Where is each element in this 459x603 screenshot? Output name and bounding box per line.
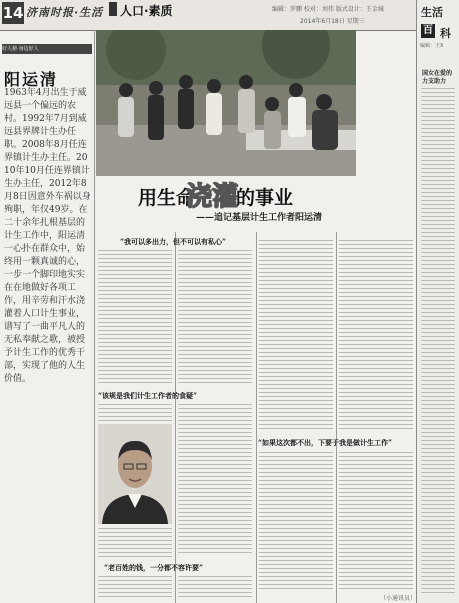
sidebar-hundred-badge: 百 xyxy=(423,25,433,36)
sidebar-ke: 科 xyxy=(440,27,451,40)
body-text xyxy=(259,240,333,432)
issue-date: 2014年6月18日 星期三 xyxy=(300,18,365,25)
body-text xyxy=(178,404,252,556)
body-text xyxy=(98,576,172,600)
editors-credit: 编辑：罗鹏 校对：刘伟 版式设计：王金城 xyxy=(272,6,384,13)
column-divider xyxy=(175,232,176,603)
body-text xyxy=(98,250,172,386)
sidebar-title: 生活 xyxy=(421,6,443,19)
body-text xyxy=(178,576,252,600)
page-number: 14 xyxy=(2,4,24,22)
section-tag: 好人榜·身边好人 xyxy=(2,44,92,54)
paper-name: 济南时报·生活 xyxy=(26,6,104,19)
subhead-2: “该规是我们计生工作者的食疑” xyxy=(98,391,198,400)
body-text xyxy=(98,404,172,424)
sidebar-article-title-2: 力支助力 xyxy=(422,78,447,85)
subhead-3: “老百姓的钱，一分都不容许要” xyxy=(104,563,204,572)
profile-bio: 1963年4月出生于威远县一个偏远的农村。1992年7月到威远县界牌计生办任职。2008年8月任连界镇计生办主任。2010年10月任连界镇计生办主任，2012年8月8日因意外车祸以身殉职，年仅49岁。在二十余年扎根基层的计生工作中，阳运清一心扑在群众中，始终用一颗真诚的心，一步一个脚印地实实在在地做好各项工作，用辛劳和汗水浇灌着人口计生事业，谱写了一曲平凡人的无私奉献之歌，被授予计生工作的优秀干部，实现了他的人生价值。 xyxy=(4,88,91,384)
body-text xyxy=(259,452,333,592)
body-text xyxy=(178,250,252,386)
news-photo xyxy=(96,30,356,176)
column-divider xyxy=(94,30,95,603)
headline-emphasis: 浇灌 xyxy=(186,182,239,212)
body-text xyxy=(339,240,413,432)
body-text xyxy=(339,452,413,592)
sidebar-article-text xyxy=(421,88,455,596)
subhead-4: “如果这次都不出，下要于我是做计生工作” xyxy=(258,438,393,447)
subheadline: ——追记基层计生工作者阳运清 xyxy=(196,213,323,223)
byline: （小通讯员） xyxy=(380,595,417,602)
body-text xyxy=(98,528,172,558)
sidebar-editor: 编辑：王X xyxy=(420,43,444,49)
portrait-photo xyxy=(98,424,172,524)
section-name: 人口·素质 xyxy=(120,4,173,18)
section-badge xyxy=(109,2,117,16)
subhead-1: “我可以多出力，但不可以有私心” xyxy=(120,237,227,246)
headline-part-c: 的事业 xyxy=(236,187,294,209)
sidebar-article-title: 国女在爱的 xyxy=(422,70,453,77)
column-divider xyxy=(336,232,337,603)
column-divider xyxy=(256,232,257,603)
profile-name: 阳运清 xyxy=(4,70,59,89)
headline-part-a: 用生命 xyxy=(138,187,196,209)
